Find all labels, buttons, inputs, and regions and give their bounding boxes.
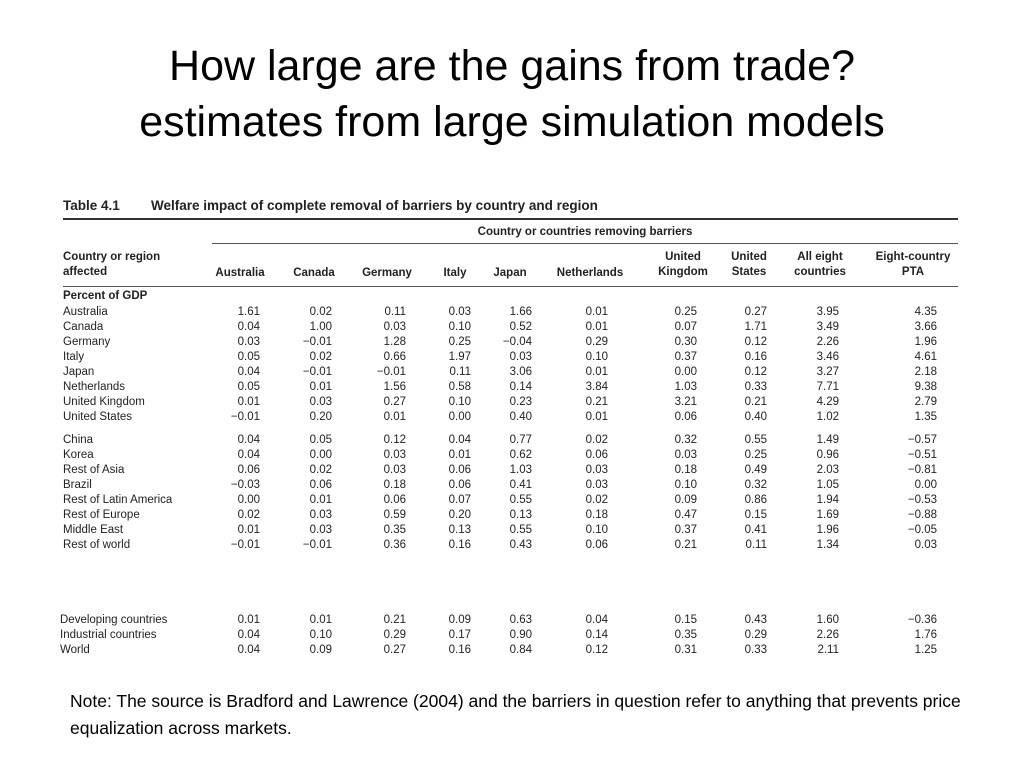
- table-cell: 0.21: [744, 396, 767, 408]
- row-label: Netherlands: [63, 381, 126, 393]
- table-cell: 3.27: [816, 366, 839, 378]
- table-cell: 0.00: [914, 479, 937, 491]
- table-cell: 1.71: [744, 321, 767, 333]
- column-header: Japan: [493, 267, 527, 279]
- table-cell: 0.03: [309, 396, 332, 408]
- table-caption: [63, 198, 598, 213]
- column-header: Italy: [443, 267, 467, 279]
- table-cell: 1.76: [914, 629, 937, 641]
- row-label: Brazil: [63, 479, 92, 491]
- table-cell: 1.66: [509, 306, 532, 318]
- table-cell: 0.27: [383, 396, 406, 408]
- row-label: Italy: [63, 351, 85, 363]
- table-cell: 0.13: [509, 509, 532, 521]
- table-cell: 0.02: [585, 494, 608, 506]
- table-cell: 0.00: [674, 366, 697, 378]
- table-cell: −0.01: [230, 411, 260, 423]
- footnote: Note: The source is Bradford and Lawrence (2004) and the barriers in question refer to anything that prevents price equalization across markets.: [70, 691, 961, 738]
- table-cell: 0.90: [509, 629, 532, 641]
- slide-title: [0, 38, 1024, 150]
- table-cell: 1.00: [309, 321, 332, 333]
- table-cell: 3.95: [816, 306, 839, 318]
- table-cell: 1.69: [816, 509, 839, 521]
- table-cell: 0.55: [509, 494, 532, 506]
- table-cell: 0.15: [744, 509, 767, 521]
- table-cell: 1.49: [816, 434, 839, 446]
- group-header-rule: [212, 243, 958, 244]
- table-cell: −0.01: [302, 366, 332, 378]
- table-cell: 1.61: [237, 306, 260, 318]
- row-label: Rest of Europe: [63, 509, 140, 521]
- table-cell: 1.96: [914, 336, 937, 348]
- table-cell: 0.07: [448, 494, 471, 506]
- table-cell: 0.11: [384, 306, 406, 318]
- table-cell: 0.00: [309, 449, 332, 461]
- table-cell: 3.46: [816, 351, 839, 363]
- table-cell: −0.01: [376, 366, 406, 378]
- table-cell: 0.05: [237, 381, 260, 393]
- table-cell: 0.33: [744, 381, 767, 393]
- table-cell: 0.59: [383, 509, 406, 521]
- table-cell: 0.02: [585, 434, 608, 446]
- table-cell: 0.03: [585, 464, 608, 476]
- header-bottom-rule: [63, 286, 958, 287]
- table-cell: 1.28: [383, 336, 406, 348]
- table-cell: −0.03: [230, 479, 260, 491]
- table-cell: −0.01: [230, 539, 260, 551]
- table-cell: 0.03: [309, 509, 332, 521]
- column-header: United Kingdom: [658, 251, 708, 278]
- row-label: Germany: [63, 336, 111, 348]
- row-label: Middle East: [63, 524, 124, 536]
- table-cell: 0.43: [744, 614, 767, 626]
- table-cell: 0.40: [509, 411, 532, 423]
- table-cell: 0.55: [744, 434, 767, 446]
- table-cell: 0.17: [448, 629, 471, 641]
- table-cell: 0.05: [237, 351, 260, 363]
- table-cell: 0.29: [585, 336, 608, 348]
- table-cell: 0.18: [383, 479, 406, 491]
- table-cell: 1.02: [816, 411, 839, 423]
- table-cell: 0.14: [585, 629, 608, 641]
- table-cell: 0.35: [383, 524, 406, 536]
- row-label: Industrial countries: [60, 629, 157, 641]
- table-cell: 0.18: [585, 509, 608, 521]
- table-cell: 0.84: [509, 644, 532, 656]
- table-cell: 0.05: [309, 434, 332, 446]
- table-cell: 0.21: [383, 614, 406, 626]
- table-cell: 0.11: [745, 539, 767, 551]
- table-cell: 0.04: [237, 629, 260, 641]
- row-label: Rest of Latin America: [63, 494, 173, 506]
- table-cell: −0.01: [302, 336, 332, 348]
- table-cell: 0.06: [448, 464, 471, 476]
- row-label: United Kingdom: [63, 396, 145, 408]
- group-header: Country or countries removing barriers: [477, 226, 693, 238]
- table-cell: 0.16: [448, 644, 471, 656]
- table-cell: 0.30: [674, 336, 697, 348]
- table-cell: 0.62: [509, 449, 532, 461]
- table-cell: 0.29: [383, 629, 406, 641]
- column-header: Australia: [215, 267, 265, 279]
- row-label: Canada: [63, 321, 104, 333]
- table-cell: 0.16: [744, 351, 767, 363]
- row-label: World: [60, 644, 90, 656]
- table-cell: 0.01: [309, 381, 332, 393]
- table-cell: 0.33: [744, 644, 767, 656]
- table-cell: 0.63: [509, 614, 532, 626]
- table-cell: 0.09: [309, 644, 332, 656]
- table-cell: 0.20: [448, 509, 471, 521]
- table-cell: 0.09: [674, 494, 697, 506]
- table-cell: 0.02: [309, 464, 332, 476]
- table-cell: 0.01: [585, 366, 608, 378]
- title-line-2: estimates from large simulation models: [139, 98, 885, 146]
- table-cell: 0.04: [448, 434, 471, 446]
- table-cell: 3.21: [674, 396, 697, 408]
- table-cell: 0.14: [509, 381, 532, 393]
- table-cell: 0.06: [383, 494, 406, 506]
- table-cell: 0.01: [237, 396, 260, 408]
- table-cell: 0.02: [237, 509, 260, 521]
- table-cell: 0.23: [509, 396, 532, 408]
- table-cell: 0.49: [744, 464, 767, 476]
- table-cell: 0.31: [674, 644, 697, 656]
- table-cell: 0.01: [585, 306, 608, 318]
- table-cell: 0.32: [674, 434, 697, 446]
- table-cell: 0.41: [744, 524, 767, 536]
- table-cell: 0.04: [237, 449, 260, 461]
- row-label: Australia: [63, 306, 108, 318]
- table-cell: 0.37: [674, 351, 697, 363]
- table-cell: 0.01: [448, 449, 471, 461]
- table-cell: 0.00: [237, 494, 260, 506]
- table-cell: 7.71: [816, 381, 839, 393]
- table-cell: 0.06: [237, 464, 260, 476]
- table-cell: 0.32: [744, 479, 767, 491]
- table-cell: 0.11: [449, 366, 471, 378]
- section-label: Percent of GDP: [63, 290, 148, 302]
- table-cell: 2.18: [914, 366, 937, 378]
- table-cell: −0.53: [907, 494, 937, 506]
- column-header: Germany: [362, 267, 412, 279]
- table-cell: 0.01: [309, 614, 332, 626]
- table-cell: 0.04: [237, 321, 260, 333]
- table-cell: 0.03: [383, 321, 406, 333]
- table-cell: −0.57: [907, 434, 937, 446]
- table-cell: 9.38: [914, 381, 937, 393]
- table-cell: 3.84: [585, 381, 608, 393]
- table-cell: 2.26: [816, 336, 839, 348]
- table-cell: −0.04: [502, 336, 532, 348]
- table-cell: 0.27: [744, 306, 767, 318]
- table-cell: 0.03: [237, 336, 260, 348]
- table-cell: 1.34: [816, 539, 839, 551]
- table-cell: 0.43: [509, 539, 532, 551]
- row-label: Rest of world: [63, 539, 131, 551]
- table-cell: −0.01: [302, 539, 332, 551]
- table-cell: 0.25: [674, 306, 697, 318]
- table-cell: 2.26: [816, 629, 839, 641]
- table-cell: 4.35: [914, 306, 937, 318]
- table-cell: 0.01: [383, 411, 406, 423]
- table-cell: 0.27: [383, 644, 406, 656]
- table-cell: 0.10: [448, 321, 471, 333]
- table-cell: 3.06: [509, 366, 532, 378]
- table-cell: 0.40: [744, 411, 767, 423]
- table-cell: 0.86: [744, 494, 767, 506]
- table-cell: 1.35: [914, 411, 937, 423]
- table-top-rule: [63, 218, 958, 220]
- table-cell: −0.81: [907, 464, 937, 476]
- table-cell: 0.06: [309, 479, 332, 491]
- table-cell: 2.03: [816, 464, 839, 476]
- table-cell: 0.36: [383, 539, 406, 551]
- title-line-1: How large are the gains from trade?: [169, 42, 855, 90]
- table-cell: 1.96: [816, 524, 839, 536]
- table-cell: 0.04: [237, 366, 260, 378]
- table-cell: 0.02: [309, 306, 332, 318]
- table-cell: 0.01: [237, 524, 260, 536]
- table-cell: −0.05: [907, 524, 937, 536]
- row-label: Developing countries: [60, 614, 168, 626]
- table-cell: 0.02: [309, 351, 332, 363]
- table-cell: 4.29: [816, 396, 839, 408]
- table-cell: 1.03: [509, 464, 532, 476]
- column-header: Netherlands: [556, 267, 624, 279]
- column-header: Canada: [293, 267, 335, 279]
- table-cell: 0.12: [744, 366, 767, 378]
- table-cell: 0.06: [585, 539, 608, 551]
- table-cell: 0.03: [383, 449, 406, 461]
- table-cell: 0.04: [585, 614, 608, 626]
- table-cell: 0.10: [585, 351, 608, 363]
- table-cell: 0.47: [674, 509, 697, 521]
- table-cell: 0.16: [448, 539, 471, 551]
- table-cell: −0.36: [907, 614, 937, 626]
- row-label: Rest of Asia: [63, 464, 125, 476]
- table-cell: 0.01: [237, 614, 260, 626]
- row-label: Korea: [63, 449, 94, 461]
- table-cell: 2.11: [817, 644, 839, 656]
- table-cell: 0.10: [674, 479, 697, 491]
- table-cell: 4.61: [914, 351, 937, 363]
- table-cell: 0.29: [744, 629, 767, 641]
- column-header: Eight-country PTA: [875, 251, 951, 278]
- table-cell: 0.09: [448, 614, 471, 626]
- table-cell: 0.21: [585, 396, 608, 408]
- table-cell: 0.01: [585, 411, 608, 423]
- table-cell: 3.66: [914, 321, 937, 333]
- table-cell: 1.05: [816, 479, 839, 491]
- table-cell: 0.25: [448, 336, 471, 348]
- column-header: All eight countries: [794, 251, 846, 278]
- table-cell: 1.97: [448, 351, 471, 363]
- table-cell: 0.01: [309, 494, 332, 506]
- table-cell: 0.52: [509, 321, 532, 333]
- table-cell: 0.18: [674, 464, 697, 476]
- table-cell: 1.60: [816, 614, 839, 626]
- table-cell: −0.51: [907, 449, 937, 461]
- table-cell: 0.10: [585, 524, 608, 536]
- table-cell: 0.37: [674, 524, 697, 536]
- table-cell: 0.10: [309, 629, 332, 641]
- table-cell: 0.04: [237, 434, 260, 446]
- table-cell: 0.06: [674, 411, 697, 423]
- table-cell: 0.55: [509, 524, 532, 536]
- table-cell: 0.66: [383, 351, 406, 363]
- row-header: Country or region affected: [63, 251, 161, 278]
- table-cell: 0.35: [674, 629, 697, 641]
- table-cell: 0.12: [744, 336, 767, 348]
- table-cell: 0.06: [448, 479, 471, 491]
- table-cell: 1.56: [383, 381, 406, 393]
- row-label: United States: [63, 411, 133, 423]
- table-cell: 0.15: [674, 614, 697, 626]
- table-cell: 0.77: [509, 434, 532, 446]
- table-cell: 2.79: [914, 396, 937, 408]
- table-cell: 0.10: [448, 396, 471, 408]
- table-cell: 1.25: [914, 644, 937, 656]
- table-cell: 0.20: [309, 411, 332, 423]
- table-number: Table 4.1: [63, 198, 120, 213]
- table-cell: −0.88: [907, 509, 937, 521]
- row-label: China: [63, 434, 94, 446]
- table-cell: 1.03: [674, 381, 697, 393]
- table-cell: 0.12: [585, 644, 608, 656]
- table-cell: 0.01: [585, 321, 608, 333]
- table-cell: 0.00: [448, 411, 471, 423]
- row-label: Japan: [63, 366, 95, 378]
- table-cell: 0.03: [448, 306, 471, 318]
- table-cell: 0.03: [509, 351, 532, 363]
- table-cell: 0.03: [309, 524, 332, 536]
- table-cell: 0.13: [448, 524, 471, 536]
- table-cell: 0.58: [448, 381, 471, 393]
- table-cell: 0.03: [383, 464, 406, 476]
- table-cell: 0.96: [816, 449, 839, 461]
- table-cell: 0.03: [674, 449, 697, 461]
- table-cell: 0.03: [585, 479, 608, 491]
- table-cell: 3.49: [816, 321, 839, 333]
- table-caption-text: Welfare impact of complete removal of barriers by country and region: [151, 198, 598, 213]
- table-cell: 1.94: [816, 494, 839, 506]
- table-cell: 0.12: [383, 434, 406, 446]
- table-cell: 0.06: [585, 449, 608, 461]
- table-cell: 0.03: [914, 539, 937, 551]
- table-cell: 0.07: [674, 321, 697, 333]
- table-cell: 0.21: [674, 539, 697, 551]
- table-cell: 0.25: [744, 449, 767, 461]
- column-header: United States: [731, 251, 767, 278]
- table-cell: 0.04: [237, 644, 260, 656]
- table-cell: 0.41: [509, 479, 532, 491]
